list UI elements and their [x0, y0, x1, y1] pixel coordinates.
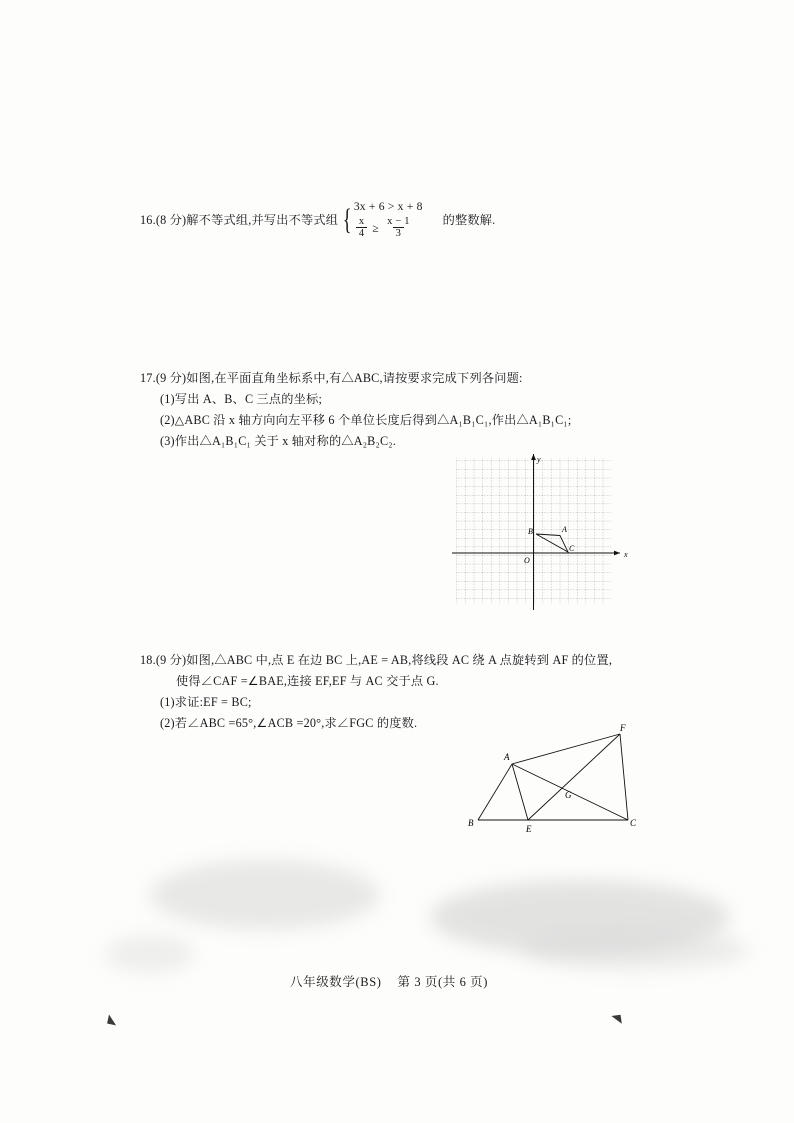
question-17-score: (9 分): [155, 371, 187, 385]
question-17-item-3: (3)作出△A₁B₁C₁ 关于 x 轴对称的△A₂B₂C₂.: [160, 433, 396, 448]
inequality-line-2: [354, 216, 423, 243]
question-16-system: [340, 198, 422, 242]
question-18-stem-line-1: 如图,△ABC 中,点 E 在边 BC 上,AE = AB,将线段 AC 绕 A 点旋转到 AF 的位置,: [186, 653, 613, 667]
origin-label: O: [524, 556, 530, 565]
question-16: [140, 198, 660, 242]
question-18-item-2: (2)若∠ABC =65°,∠ACB =20°,求∠FGC 的度数.: [160, 715, 418, 730]
question-17-item-2: (2)△ABC 沿 x 轴方向向左平移 6 个单位长度后得到△A₁B₁C₁,作出△A₁B₁C₁;: [160, 412, 572, 427]
fraction-x-over-4: $\frac{x}{4}$: [356, 216, 367, 241]
question-18-stem-row: [140, 650, 740, 671]
question-17: [140, 368, 700, 452]
question-18-item-1: (1)求证:EF = BC;: [160, 694, 252, 709]
vertex-label-c: C: [630, 818, 637, 828]
corner-mark-right: ◥: [611, 1011, 623, 1027]
question-16-stem-after: 的整数解.: [442, 212, 496, 227]
scan-smudge: [150, 860, 380, 930]
question-18: [140, 650, 740, 734]
question-18-figure: [460, 722, 650, 847]
vertex-label-a: A: [504, 752, 510, 762]
question-17-stem: 如图,在平面直角坐标系中,有△ABC,请按要求完成下列各问题:: [186, 371, 523, 385]
question-17-stem-row: [140, 368, 700, 389]
page-footer: [290, 972, 488, 990]
question-16-score: (8 分): [155, 212, 187, 227]
axis-y-label: y: [537, 455, 541, 464]
vertex-label-e: E: [526, 824, 532, 834]
question-16-number: 16.: [140, 212, 156, 227]
left-brace-glyph: {: [342, 203, 353, 237]
vertex-label-f: F: [620, 723, 626, 733]
question-17-figure: [448, 452, 638, 627]
vertex-label-a: A: [562, 525, 567, 534]
question-17-item-1: (1)写出 A、B、C 三点的坐标;: [160, 391, 323, 406]
relation-symbol: ≥: [372, 221, 379, 235]
scan-smudge: [520, 930, 750, 970]
footer-subject: 八年级数学(BS): [290, 975, 382, 989]
vertex-label-b: B: [528, 527, 533, 536]
axis-x-label: x: [624, 550, 628, 559]
footer-page-number: 第 3 页(共 6 页): [397, 975, 489, 989]
scan-smudge: [105, 935, 195, 973]
question-18-stem-line-2: 使得∠CAF =∠BAE,连接 EF,EF 与 AC 交于点 G.: [176, 673, 439, 688]
vertex-label-c: C: [569, 544, 575, 553]
fraction-x-minus-1-over-3: $\frac{x - 1}{3}$: [387, 215, 410, 240]
scan-smudge: [430, 880, 730, 955]
coordinate-grid-svg: [448, 452, 638, 622]
corner-mark-left: ◣: [106, 1011, 119, 1027]
question-18-score: (9 分): [155, 653, 187, 667]
vertex-label-g: G: [565, 790, 572, 800]
inequality-line-1: 3x + 6 > x + 8: [353, 200, 423, 213]
question-16-stem: 解不等式组,并写出不等式组: [186, 212, 339, 227]
question-17-number: 17.: [140, 371, 156, 385]
question-18-number: 18.: [140, 653, 156, 667]
vertex-label-b: B: [468, 818, 474, 828]
triangle-figure-svg: [460, 722, 650, 842]
